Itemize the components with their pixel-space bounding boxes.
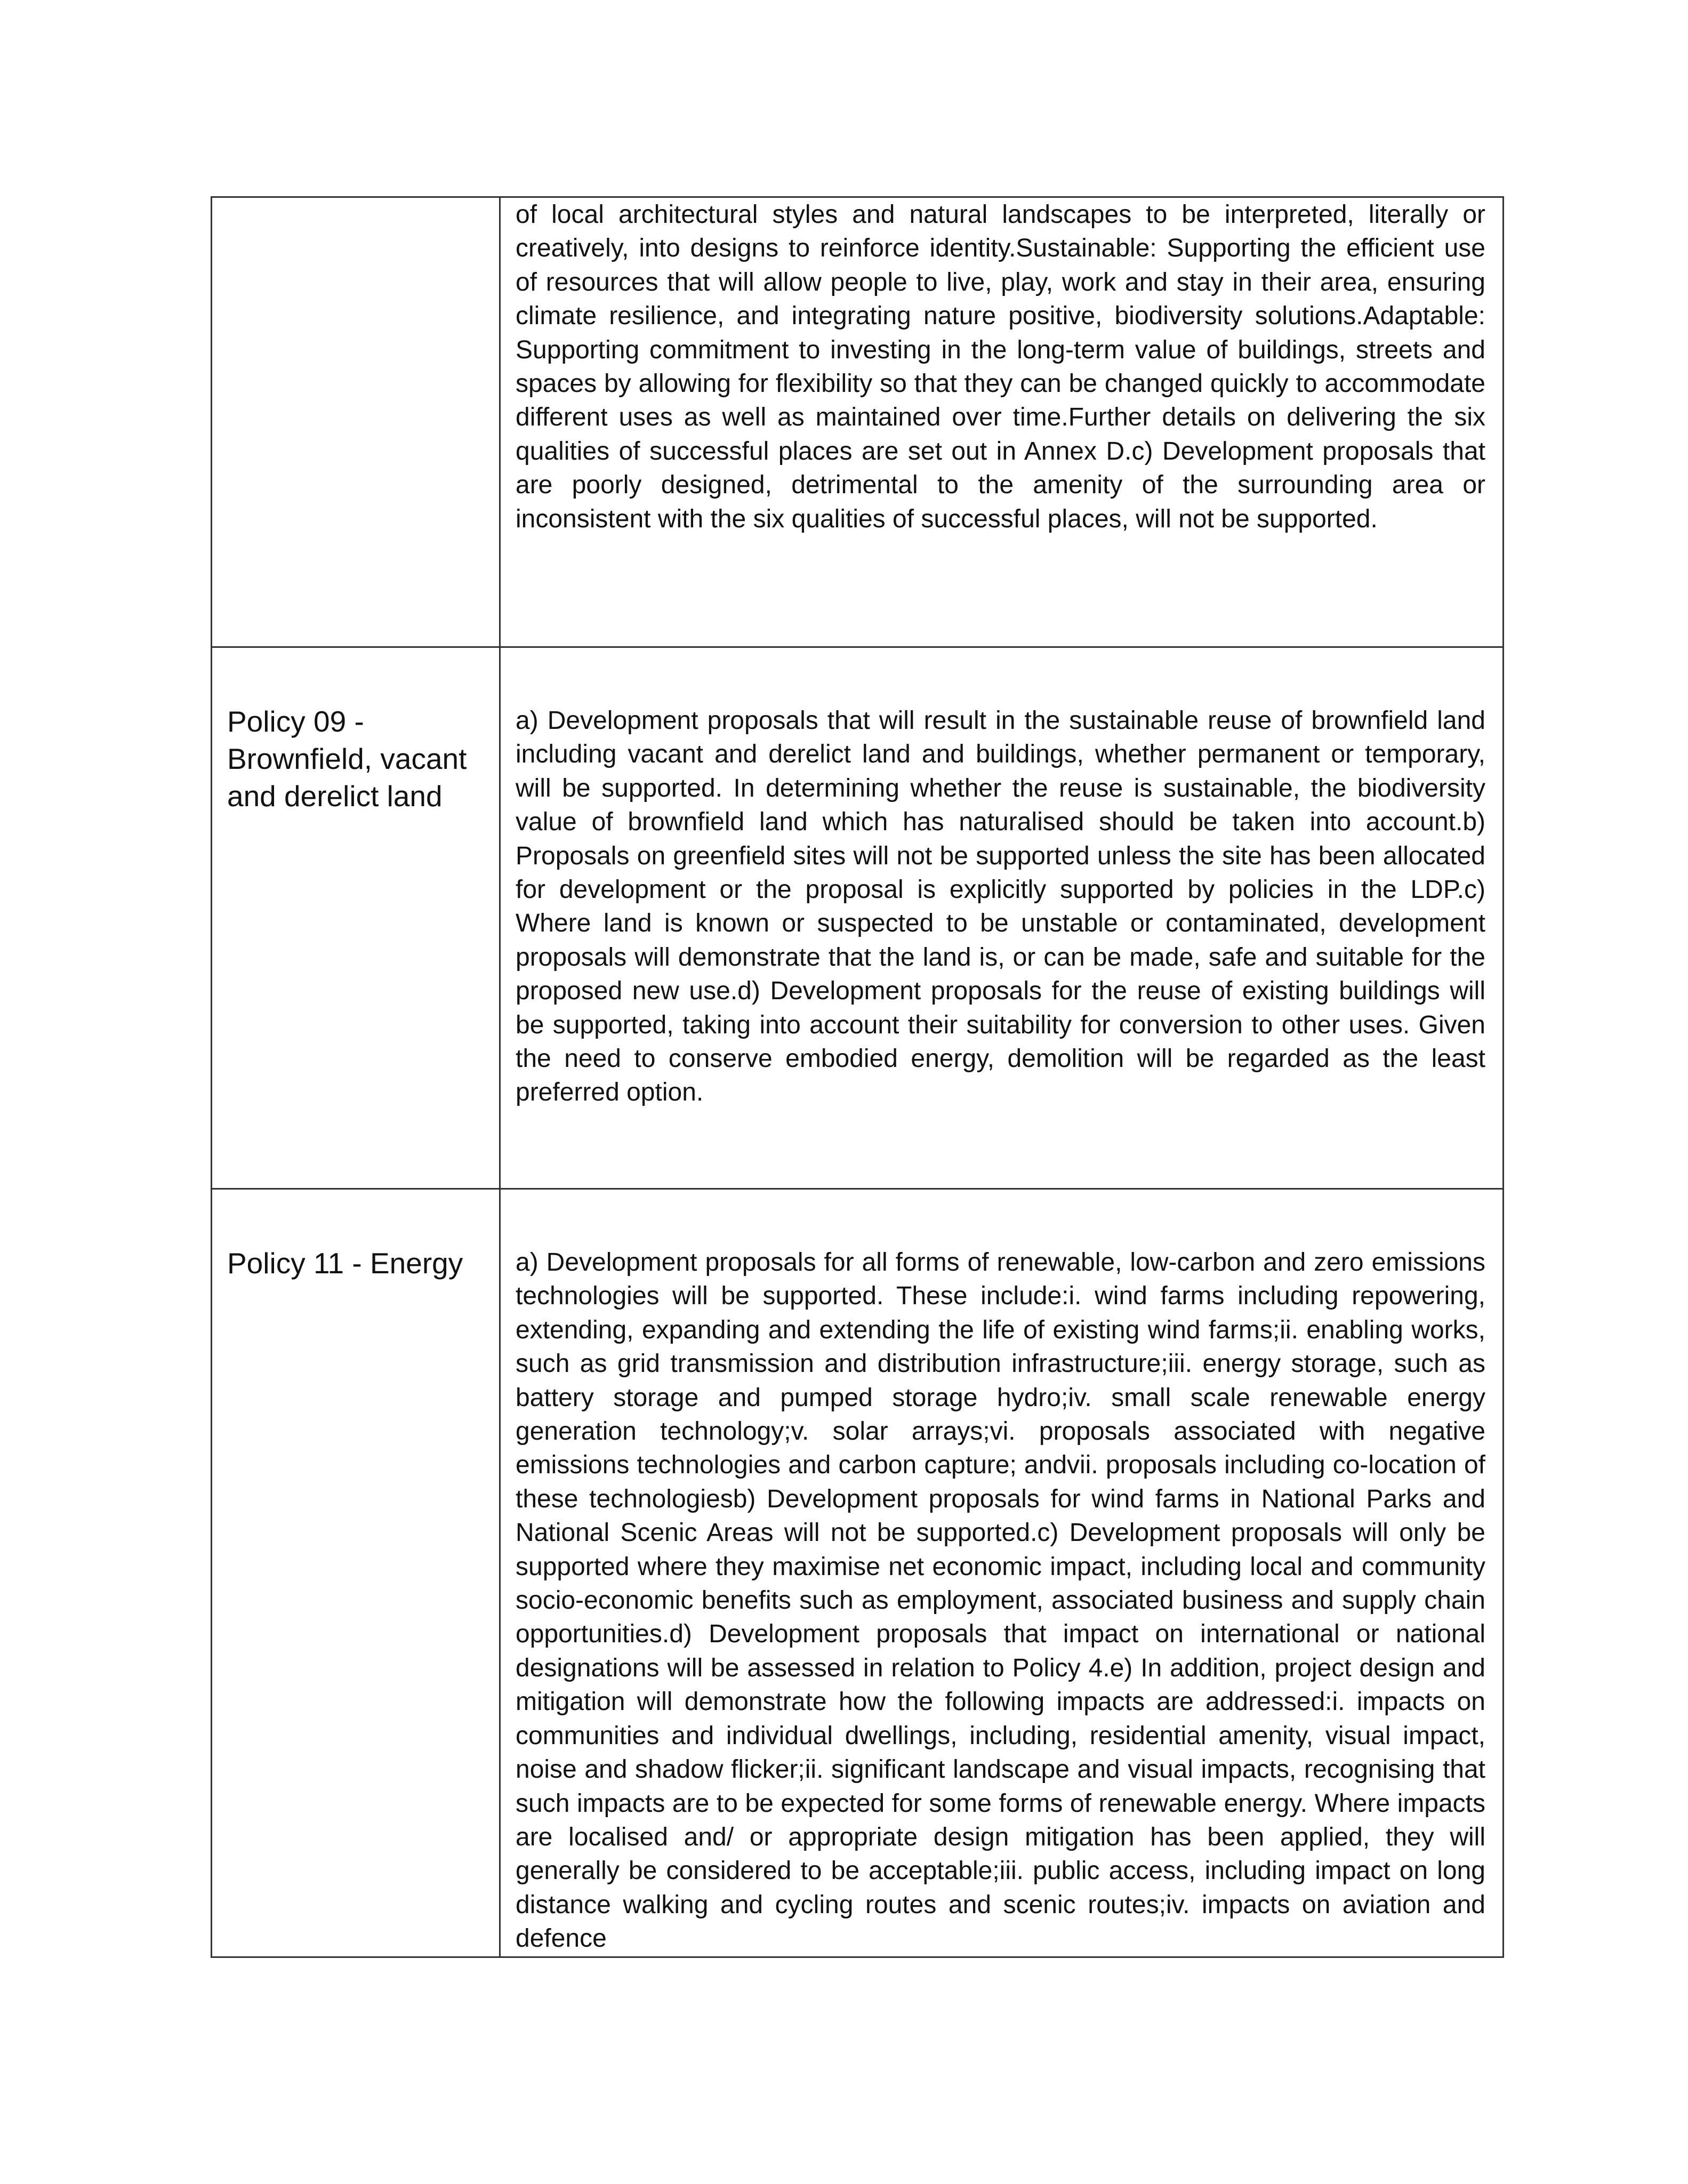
table-row xyxy=(212,197,1504,647)
policy-name-cell xyxy=(212,647,500,1189)
policy-name: Policy 11 - Energy xyxy=(227,1247,463,1280)
policy-text: a) Development proposals that will result in the sustainable reuse of brownfield land including vacant and derelict land and buildings, whether permanent or temporary, will be supported. In determining whether the reuse is sustainable, the biodiversity value of brownfield land which has naturalised should be taken into account.b) Proposals on greenfield sites will not be supported unless the site has been allocated for development or the proposal is explicitly supported by policies in the LDP.c) Where land is known or suspected to be unstable or contaminated, development proposals will demonstrate that the land is, or can be made, safe and suitable for the proposed new use.d) Development proposals for the reuse of existing buildings will be supported, taking into account their suitability for conversion to other uses. Given the need to conserve embodied energy, demolition will be regarded as the least preferred option. xyxy=(516,706,1485,1107)
table-row xyxy=(212,1189,1504,1957)
policy-name-cell xyxy=(212,1189,500,1957)
table-row xyxy=(212,647,1504,1189)
policy-text-cell xyxy=(500,197,1504,647)
policy-name: Policy 09 - Brownfield, vacant and derelict land xyxy=(227,705,467,813)
policy-text: of local architectural styles and natural landscapes to be interpreted, literally or creatively, into designs to reinforce identity.Sustainable: Supporting the efficient use of resources that will allow people to live, play, work and stay in their area, ensuring climate resilience, and integrating nature positive, biodiversity solutions.Adaptable: Supporting commitment to investing in the long-term value of buildings, streets and spaces by allowing for flexibility so that they can be changed quickly to accommodate different uses as well as maintained over time.Further details on delivering the six qualities of successful places are set out in Annex D.c) Development proposals that are poorly designed, detrimental to the amenity of the surrounding area or inconsistent with the six qualities of successful places, will not be supported. xyxy=(516,200,1485,533)
policy-name-cell xyxy=(212,197,500,647)
policy-text: a) Development proposals for all forms of renewable, low-carbon and zero emissions technologies will be supported. These include:i. wind farms including repowering, extending, expanding and extending the life of existing wind farms;ii. enabling works, such as grid transmission and distribution infrastructure;iii. energy storage, such as battery storage and pumped storage hydro;iv. small scale renewable energy generation technology;v. solar arrays;vi. proposals associated with negative emissions technologies and carbon capture; andvii. proposals including co-location of these technologiesb) Development proposals for wind farms in National Parks and National Scenic Areas will not be supported.c) Development proposals will only be supported where they maximise net economic impact, including local and community socio-economic benefits such as employment, associated business and supply chain opportunities.d) Development proposals that impact on international or national designations will be assessed in relation to Policy 4.e) In addition, project design and mitigation will demonstrate how the following impacts are addressed:i. impacts on communities and individual dwellings, including, residential amenity, visual impact, noise and shadow flicker;ii. significant landscape and visual impacts, recognising that such impacts are to be expected for some forms of renewable energy. Where impacts are localised and/ or appropriate design mitigation has been applied, they will generally be considered to be acceptable;iii. public access, including impact on long distance walking and cycling routes and scenic routes;iv. impacts on aviation and defence xyxy=(516,1248,1485,1953)
policy-table xyxy=(211,196,1504,1958)
policy-text-cell xyxy=(500,647,1504,1189)
policy-text-cell xyxy=(500,1189,1504,1957)
